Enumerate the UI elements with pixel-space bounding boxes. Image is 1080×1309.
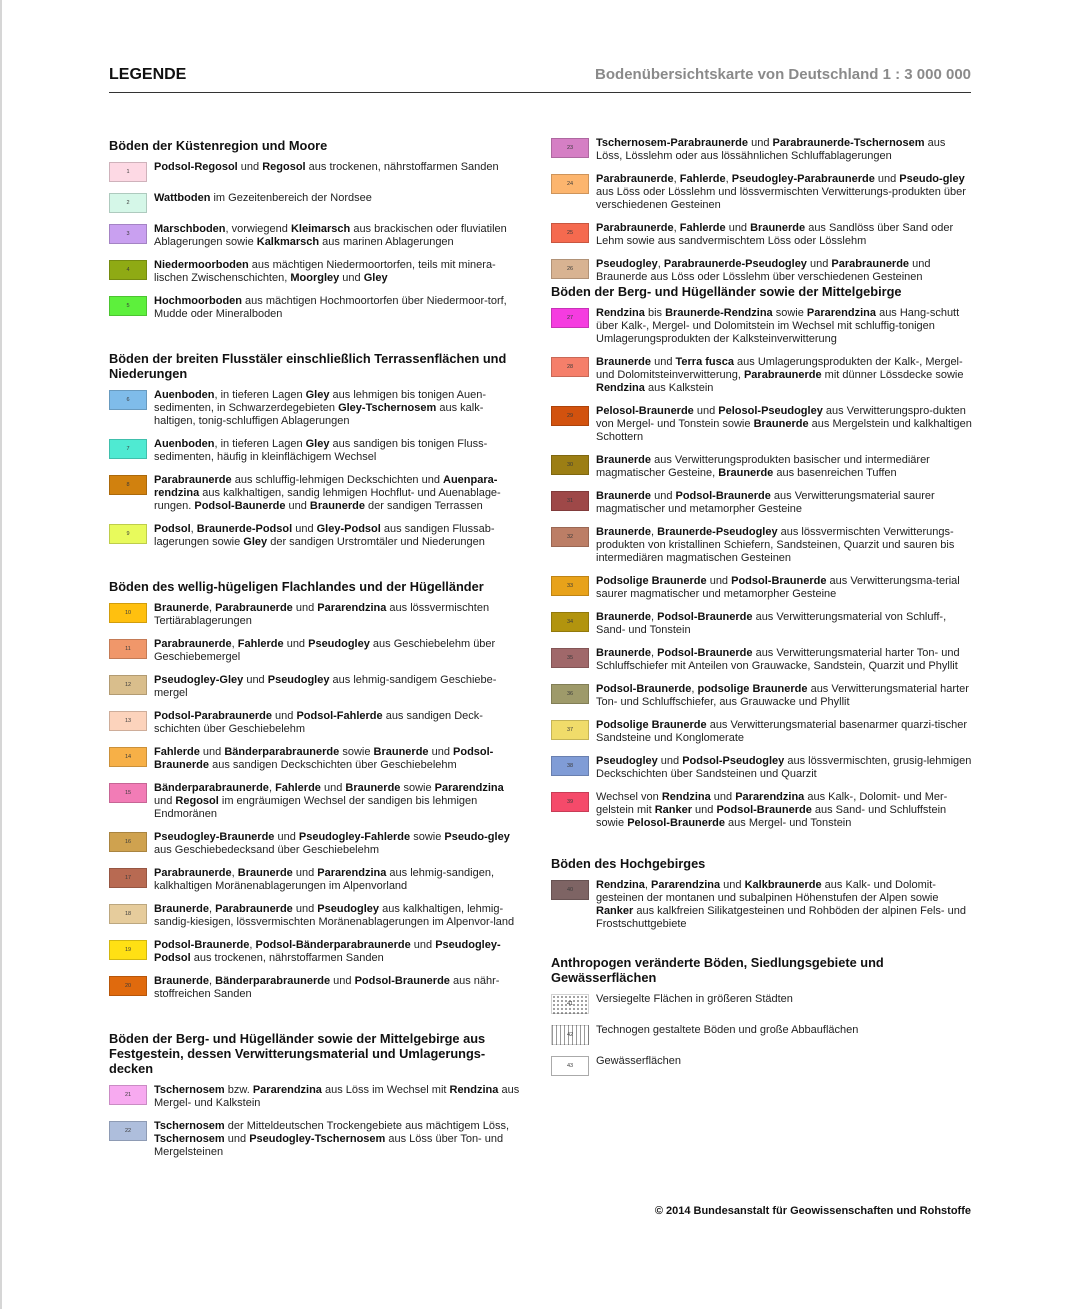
entry-description: Podsol-Braunerde, Podsol-Bänderparabraunerde und Pseudogley-Podsol aus trockenen, nährstoffarmen Sanden <box>154 939 501 964</box>
swatch-number: 36 <box>566 691 574 697</box>
color-swatch <box>551 527 589 547</box>
legend-entry-9 <box>109 523 524 549</box>
swatch-number: 28 <box>566 364 574 370</box>
swatch-number: 37 <box>566 727 574 733</box>
section-title: Böden der breiten Flusstäler einschließlich Terrassenflächen und Niederungen <box>109 351 507 381</box>
color-swatch <box>551 1056 589 1076</box>
entry-description: Podsolige Braunerde und Podsol-Braunerde aus Verwitterungsma-terial saurer magmatischer und metamorpher Gesteine <box>596 575 960 600</box>
legend-section <box>109 1031 524 1159</box>
color-swatch <box>551 720 589 740</box>
color-swatch <box>551 880 589 900</box>
legend-entry-32 <box>551 526 973 565</box>
color-swatch <box>551 612 589 632</box>
legend-entry-7 <box>109 438 524 464</box>
legend-entry-33 <box>551 575 973 601</box>
legend-entry-6 <box>109 389 524 428</box>
swatch-number: 13 <box>124 718 132 724</box>
entry-description: Tschernosem bzw. Pararendzina aus Löss im Wechsel mit Rendzina aus Mergel- und Kalkstein <box>154 1084 520 1109</box>
color-swatch <box>551 308 589 328</box>
swatch-number: 1 <box>126 169 130 175</box>
entry-description: Braunerde und Podsol-Braunerde aus Verwitterungsmaterial saurer magmatischer und metamorpher Gesteine <box>596 490 935 515</box>
swatch-number: 34 <box>566 619 574 625</box>
legend-section <box>551 284 973 830</box>
swatch-number: 26 <box>566 266 574 272</box>
swatch-number: 31 <box>566 498 574 504</box>
legend-entry-12 <box>109 674 524 700</box>
color-swatch <box>109 904 147 924</box>
entry-description: Podsol-Regosol und Regosol aus trockenen, nährstoffarmen Sanden <box>154 161 499 173</box>
color-swatch <box>109 603 147 623</box>
swatch-number: 29 <box>566 413 574 419</box>
legend-entry-38 <box>551 755 973 781</box>
legend-section <box>551 137 973 284</box>
color-swatch <box>551 357 589 377</box>
entry-description: Braunerde, Podsol-Braunerde aus Verwitterungsmaterial von Schluff-, Sand- und Tonstein <box>596 611 947 636</box>
legend-entry-23 <box>551 137 973 163</box>
legend-entry-28 <box>551 356 973 395</box>
swatch-number: 7 <box>126 446 130 452</box>
entry-description: Podsol-Parabraunerde und Podsol-Fahlerde aus sandigen Deck-schichten über Geschiebelehm <box>154 710 483 735</box>
legend-entry-11 <box>109 638 524 664</box>
swatch-number: 14 <box>124 754 132 760</box>
entry-description: Rendzina, Pararendzina und Kalkbraunerde aus Kalk- und Dolomit-gesteinen der montanen und subalpinen Höhenstufen der Alpen sowie Ranker aus kalkfreien Silikatgesteinen und Rohböden der alpinen Fels- und Frostschuttgebiete <box>596 879 966 930</box>
swatch-number: 3 <box>126 231 130 237</box>
color-swatch <box>109 260 147 280</box>
entry-description: Gewässerflächen <box>596 1055 681 1067</box>
color-swatch <box>109 524 147 544</box>
legend-column-left <box>109 138 524 1159</box>
page-left-edge <box>0 0 2 1309</box>
color-swatch <box>551 491 589 511</box>
entry-description: Marschboden, vorwiegend Kleimarsch aus brackischen oder fluviatilen Ablagerungen sowie Kalkmarsch aus marinen Ablagerungen <box>154 223 507 248</box>
legend-section <box>109 138 524 321</box>
legend-entry-13 <box>109 710 524 736</box>
entry-description: Pelosol-Braunerde und Pelosol-Pseudogley aus Verwitterungspro-dukten von Mergel- und Tonstein sowie Braunerde aus Mergelstein und kalkhaltigen Schottern <box>596 405 972 443</box>
swatch-number: 19 <box>124 947 132 953</box>
legend-entry-5 <box>109 295 524 321</box>
legend-entry-29 <box>551 405 973 444</box>
entry-description: Braunerde, Braunerde-Pseudogley aus lössvermischten Verwitterungs-produkten von kristallinen Schiefern, Sandsteinen, Quarzit und sauren bis intermediären magmatischen Gesteinen <box>596 526 955 564</box>
legend-entry-31 <box>551 490 973 516</box>
swatch-number: 43 <box>566 1063 574 1069</box>
entry-description: Parabraunerde, Fahlerde und Pseudogley aus Geschiebelehm über Geschiebemergel <box>154 638 496 663</box>
entry-description: Braunerde aus Verwitterungsprodukten basischer und intermediärer magmatischer Gesteine, Braunerde aus basenreichen Tuffen <box>596 454 930 479</box>
color-swatch <box>109 1085 147 1105</box>
legend-entry-4 <box>109 259 524 285</box>
section-title: Böden des Hochgebirges <box>551 856 706 871</box>
color-swatch <box>551 138 589 158</box>
legend-entry-17 <box>109 867 524 893</box>
section-title: Böden des wellig-hügeligen Flachlandes und der Hügelländer <box>109 579 484 594</box>
color-swatch <box>109 940 147 960</box>
legend-entry-36 <box>551 683 973 709</box>
swatch-number: 12 <box>124 682 132 688</box>
legend-title: LEGENDE <box>109 66 187 83</box>
color-swatch <box>551 223 589 243</box>
legend-entry-41 <box>551 993 973 1014</box>
swatch-number: 23 <box>566 145 574 151</box>
entry-description: Auenboden, in tieferen Lagen Gley aus lehmigen bis tonigen Auen-sedimenten, in Schwarzerdegebieten Gley-Tschernosem aus kalk-haltigen, tonig-schluffigen Ablagerungen <box>154 389 487 427</box>
legend-entry-30 <box>551 454 973 480</box>
section-title: Anthropogen veränderte Böden, Siedlungsgebiete und Gewässerflächen <box>551 955 884 985</box>
entry-description: Auenboden, in tieferen Lagen Gley aus sandigen bis tonigen Fluss-sedimenten, häufig in kleinflächigem Wechsel <box>154 438 488 463</box>
legend-entry-8 <box>109 474 524 513</box>
legend-entry-19 <box>109 939 524 965</box>
entry-description: Podsol-Braunerde, podsolige Braunerde aus Verwitterungsmaterial harter Ton- und Schluffschiefer, aus Grauwacke und Phyllit <box>596 683 969 708</box>
swatch-number: 35 <box>566 655 574 661</box>
color-swatch <box>109 832 147 852</box>
legend-entry-27 <box>551 307 973 346</box>
entry-description: Braunerde, Parabraunerde und Pseudogley aus kalkhaltigen, lehmig-sandig-kiesigen, lössvermischten Moränenablagerungen im Alpenvor-land <box>154 903 515 928</box>
color-swatch <box>551 1025 589 1045</box>
swatch-number: 15 <box>124 790 132 796</box>
legend-entry-21 <box>109 1084 524 1110</box>
swatch-number: 17 <box>124 875 132 881</box>
color-swatch <box>109 1121 147 1141</box>
entry-description: Parabraunerde, Fahlerde und Braunerde aus Sandlöss über Sand oder Lehm sowie aus sandvermischtem Löss oder Lösslehm <box>596 222 954 247</box>
color-swatch <box>551 259 589 279</box>
swatch-number: 25 <box>566 230 574 236</box>
entry-description: Hochmoorboden aus mächtigen Hochmoortorfen über Niedermoor-torf, Mudde oder Mineralboden <box>154 295 507 320</box>
section-title: Böden der Berg- und Hügelländer sowie der Mittelgebirge aus Festgestein, dessen Verwitterungsmaterial und Umlagerungs-decken <box>109 1031 486 1076</box>
entry-description: Parabraunerde, Fahlerde, Pseudogley-Parabraunerde und Pseudo-gley aus Löss oder Lösslehm und lössvermischten Verwitterungs-produkten über verschiedenen Gesteinen <box>596 173 966 211</box>
color-swatch <box>551 174 589 194</box>
entry-description: Rendzina bis Braunerde-Rendzina sowie Pararendzina aus Hang-schutt über Kalk-, Mergel- und Dolomitstein im Wechsel mit schluffig-tonigen Umlagerungsprodukten der Kalksteinverwitterung <box>596 307 960 345</box>
color-swatch <box>109 868 147 888</box>
entry-description: Bänderparabraunerde, Fahlerde und Braunerde sowie Pararendzina und Regosol im engräumigen Wechsel der sandigen bis lehmigen Endmoränen <box>154 782 504 820</box>
swatch-number: 21 <box>124 1092 132 1098</box>
entry-description: Versiegelte Flächen in größeren Städten <box>596 993 793 1005</box>
legend-section <box>109 351 524 549</box>
color-swatch <box>109 224 147 244</box>
color-swatch <box>109 783 147 803</box>
entry-description: Parabraunerde aus schluffig-lehmigen Deckschichten und Auenpara-rendzina aus kalkhaltigen, sandig lehmigen Hochflut- und Auenablage-rungen. Podsol-Baunerde und Braunerde der sandigen Terrassen <box>154 474 501 512</box>
color-swatch <box>109 639 147 659</box>
legend-entry-25 <box>551 222 973 248</box>
color-swatch <box>551 684 589 704</box>
entry-description: Technogen gestaltete Böden und große Abbauflächen <box>596 1024 859 1036</box>
swatch-number: 6 <box>126 397 130 403</box>
legend-section <box>109 579 524 1001</box>
legend-entry-43 <box>551 1055 973 1076</box>
entry-description: Braunerde, Bänderparabraunerde und Podsol-Braunerde aus nähr-stoffreichen Sanden <box>154 975 500 1000</box>
legend-entry-34 <box>551 611 973 637</box>
color-swatch <box>109 711 147 731</box>
swatch-number: 33 <box>566 583 574 589</box>
swatch-number: 9 <box>126 531 130 537</box>
legend-entry-20 <box>109 975 524 1001</box>
legend-entry-1 <box>109 161 524 182</box>
swatch-number: 4 <box>126 267 130 273</box>
legend-entry-18 <box>109 903 524 929</box>
entry-description: Podsolige Braunerde aus Verwitterungsmaterial basenarmer quarzi-tischer Sandsteine und Konglomerate <box>596 719 968 744</box>
swatch-number: 38 <box>566 763 574 769</box>
color-swatch <box>109 390 147 410</box>
entry-description: Wechsel von Rendzina und Pararendzina aus Kalk-, Dolomit- und Mer-gelstein mit Ranker und Podsol-Braunerde aus Sand- und Schluffstein sowie Pelosol-Braunerde aus Mergel- und Tonstein <box>596 791 948 829</box>
legend-entry-14 <box>109 746 524 772</box>
swatch-number: 27 <box>566 315 574 321</box>
section-title: Böden der Küstenregion und Moore <box>109 138 328 153</box>
legend-entry-2 <box>109 192 524 213</box>
color-swatch <box>109 976 147 996</box>
entry-description: Braunerde und Terra fusca aus Umlagerungsprodukten der Kalk-, Mergel- und Dolomitsteinverwitterung, Parabraunerde mit dünner Lössdecke sowie Rendzina aus Kalkstein <box>596 356 964 394</box>
entry-description: Pseudogley, Parabraunerde-Pseudogley und Parabraunerde und Braunerde aus Löss oder Lösslehm über verschiedenen Gesteinen <box>596 258 931 283</box>
color-swatch <box>109 162 147 182</box>
swatch-number: 41 <box>566 1001 574 1007</box>
entry-description: Tschernosem der Mitteldeutschen Trockengebiete aus mächtigem Löss, Tschernosem und Pseudogley-Tschernosem aus Löss über Ton- und Mergelsteinen <box>154 1120 510 1158</box>
swatch-number: 32 <box>566 534 574 540</box>
color-swatch <box>551 756 589 776</box>
color-swatch <box>109 675 147 695</box>
swatch-number: 18 <box>124 911 132 917</box>
legend-column-right <box>551 137 973 1076</box>
legend-entry-37 <box>551 719 973 745</box>
section-title: Böden der Berg- und Hügelländer sowie der Mittelgebirge <box>551 284 902 299</box>
legend-entry-10 <box>109 602 524 628</box>
entry-description: Braunerde, Parabraunerde und Pararendzina aus lössvermischten Tertiärablagerungen <box>154 602 490 627</box>
swatch-number: 22 <box>124 1128 132 1134</box>
color-swatch <box>109 439 147 459</box>
legend-section <box>551 955 973 1076</box>
legend-entry-3 <box>109 223 524 249</box>
entry-description: Braunerde, Podsol-Braunerde aus Verwitterungsmaterial harter Ton- und Schluffschiefer mit Anteilen von Grauwacke, Sandstein, Quarzit und Phyllit <box>596 647 960 672</box>
entry-description: Fahlerde und Bänderparabraunerde sowie Braunerde und Podsol-Braunerde aus sandigen Deckschichten über Geschiebelehm <box>154 746 494 771</box>
map-title: Bodenübersichtskarte von Deutschland 1 : 3 000 000 <box>595 66 971 83</box>
swatch-number: 8 <box>126 482 130 488</box>
color-swatch <box>551 576 589 596</box>
color-swatch <box>551 455 589 475</box>
legend-entry-39 <box>551 791 973 830</box>
swatch-number: 30 <box>566 462 574 468</box>
legend-entry-40 <box>551 879 973 931</box>
entry-description: Wattboden im Gezeitenbereich der Nordsee <box>154 192 372 204</box>
color-swatch <box>109 747 147 767</box>
legend-entry-16 <box>109 831 524 857</box>
swatch-number: 2 <box>126 200 130 206</box>
legend-entry-26 <box>551 258 973 284</box>
entry-description: Pseudogley und Podsol-Pseudogley aus lössvermischten, grusig-lehmigen Deckschichten über Sandsteinen und Quarzit <box>596 755 972 780</box>
color-swatch <box>109 296 147 316</box>
legend-entry-42 <box>551 1024 973 1045</box>
entry-description: Podsol, Braunerde-Podsol und Gley-Podsol aus sandigen Flussab-lagerungen sowie Gley der sandigen Urstromtäler und Niederungen <box>154 523 495 548</box>
swatch-number: 16 <box>124 839 132 845</box>
swatch-number: 40 <box>566 887 574 893</box>
swatch-number: 39 <box>566 799 574 805</box>
color-swatch <box>551 792 589 812</box>
legend-header <box>109 66 971 93</box>
color-swatch <box>551 994 589 1014</box>
entry-description: Pseudogley-Braunerde und Pseudogley-Fahlerde sowie Pseudo-gley aus Geschiebedecksand über Geschiebelehm <box>154 831 510 856</box>
legend-entry-35 <box>551 647 973 673</box>
color-swatch <box>551 648 589 668</box>
copyright-footer: © 2014 Bundesanstalt für Geowissenschaften und Rohstoffe <box>654 1205 971 1217</box>
legend-entry-24 <box>551 173 973 212</box>
swatch-number: 42 <box>566 1032 574 1038</box>
swatch-number: 11 <box>125 646 131 652</box>
swatch-number: 5 <box>126 303 130 309</box>
legend-entry-22 <box>109 1120 524 1159</box>
swatch-number: 24 <box>566 181 574 187</box>
legend-entry-15 <box>109 782 524 821</box>
color-swatch <box>109 193 147 213</box>
color-swatch <box>551 406 589 426</box>
entry-description: Niedermoorboden aus mächtigen Niedermoortorfen, teils mit minera-lischen Zwischenschichten, Moorgley und Gley <box>154 259 496 284</box>
entry-description: Parabraunerde, Braunerde und Pararendzina aus lehmig-sandigen, kalkhaltigen Moränenablagerungen im Alpenvorland <box>154 867 494 892</box>
color-swatch <box>109 475 147 495</box>
legend-section <box>551 856 973 931</box>
entry-description: Pseudogley-Gley und Pseudogley aus lehmig-sandigem Geschiebe-mergel <box>154 674 497 699</box>
swatch-number: 10 <box>124 610 132 616</box>
entry-description: Tschernosem-Parabraunerde und Parabraunerde-Tschernosem aus Löss, Lösslehm oder aus lössähnlichen Schluffablagerungen <box>596 137 946 162</box>
swatch-number: 20 <box>124 983 132 989</box>
